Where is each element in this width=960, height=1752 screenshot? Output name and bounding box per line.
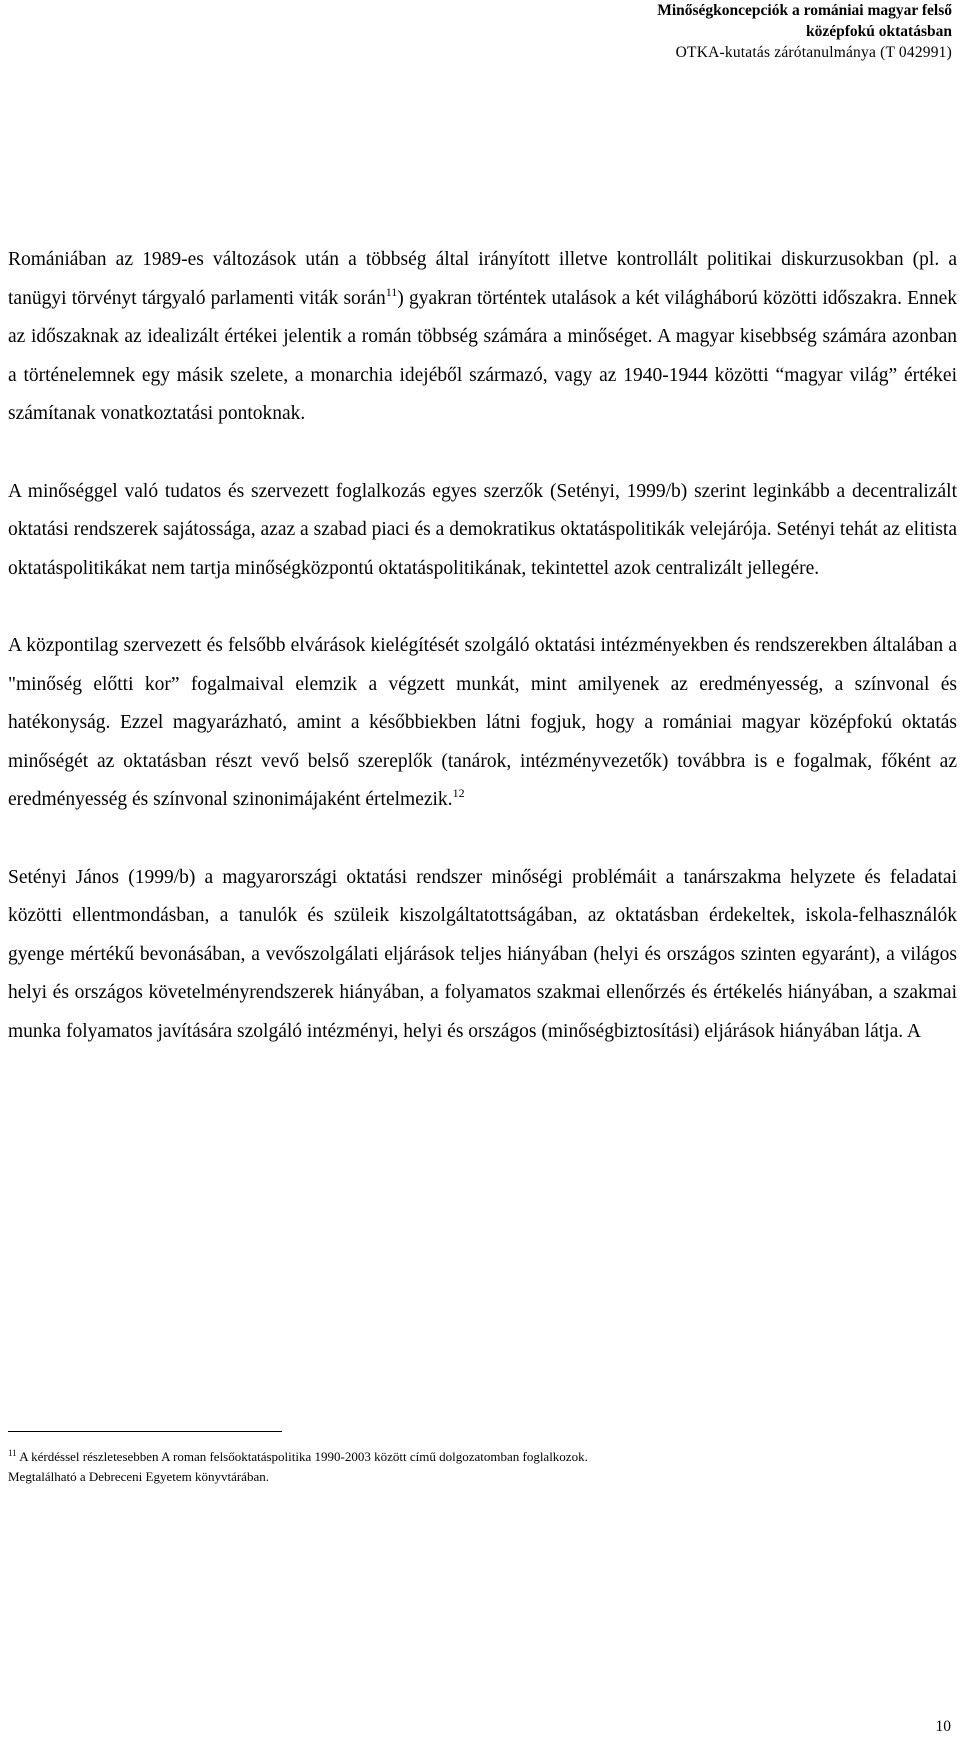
- header-title-line-1: Minőségkoncepciók a romániai magyar felső: [657, 2, 952, 19]
- footnote-11: [8, 1447, 957, 1487]
- header-title-line-2: középfokú oktatásban: [806, 23, 952, 40]
- footnote-ref-11[interactable]: 11: [385, 284, 398, 299]
- paragraph-1: [8, 241, 957, 434]
- paragraph-2: A minőséggel való tudatos és szervezett foglalkozás egyes szerzők (Setényi, 1999/b) szerint leginkább a decentralizált oktatási rendszerek sajátossága, azaz a szabad piaci és a demokratikus oktatáspolitikák velejárója. Setényi tehát az elitista oktatáspolitikákat nem tartja minőségközpontú oktatáspolitikának, tekintettel azok centralizált jellegére.: [8, 480, 957, 579]
- footnote-line-1: [8, 1447, 957, 1467]
- footnote-number: 11: [8, 1448, 17, 1458]
- document-body: [8, 241, 957, 1051]
- footnote-separator: [8, 1431, 282, 1432]
- page-header: [352, 0, 952, 63]
- paragraph-4: Setényi János (1999/b) a magyarországi oktatási rendszer minőségi problémáit a tanárszakma helyzete és feladatai közötti ellentmondásban, a tanulók és szüleik kiszolgáltatottságában, az oktatásban érdekeltek, iskola-felhasználók gyenge mértékű bevonásában, a vevőszolgálati eljárások teljes hiányában (helyi és országos szinten egyaránt), a világos helyi és országos követelményrendszerek hiányában, a folyamatos szakmai ellenőrzés és értékelés hiányában, a szakmai munka folyamatos javítására szolgáló intézményi, helyi és országos (minőségbiztosítási) eljárások hiányában látja. A: [8, 866, 957, 1042]
- paragraph-3-text: A központilag szervezett és felsőbb elvárások kielégítését szolgáló oktatási intézményekben és rendszerekben általában a "minőség előtti kor” fogalmaival elemzik a végzett munkát, mint amilyenek az eredményesség, a színvonal és hatékonyság. Ezzel magyarázható, amint a későbbiekben látni fogjuk, hogy a romániai magyar középfokú oktatás minőségét az oktatásban részt vevő belső szereplők (tanárok, intézményvezetők) továbbra is e fogalmak, főként az eredményesség és színvonal szinonimájaként értelmezik.: [8, 634, 957, 811]
- footnote-text-1: A kérdéssel részletesebben A roman felsőoktatáspolitika 1990-2003 között című dolgozatomban foglalkozok.: [19, 1449, 588, 1464]
- paragraph-1-text-b: ) gyakran történtek utalások a két világháború közötti időszakra. Ennek az időszaknak az idealizált értékei jelentik a román többség számára a minőséget. A magyar kisebbség számára azonban a történelemnek egy másik szelete, a monarchia idejéből származó, vagy az 1940-1944 közötti “magyar világ” értékei számítanak vonatkoztatási pontoknak.: [8, 287, 957, 425]
- paragraph-3: [8, 627, 957, 820]
- header-subtitle: OTKA-kutatás zárótanulmánya (T 042991): [675, 44, 952, 61]
- footnote-ref-12[interactable]: 12: [452, 786, 465, 801]
- page-number: 10: [935, 1718, 951, 1735]
- paragraph-1-text-a: Romániában az 1989-es változások után a többség által irányított illetve kontrollált politikai diskurzusokban (pl. a tanügyi törvényt tárgyaló parlamenti viták során: [8, 249, 957, 309]
- footnote-line-2: Megtalálható a Debreceni Egyetem könyvtárában.: [8, 1469, 269, 1484]
